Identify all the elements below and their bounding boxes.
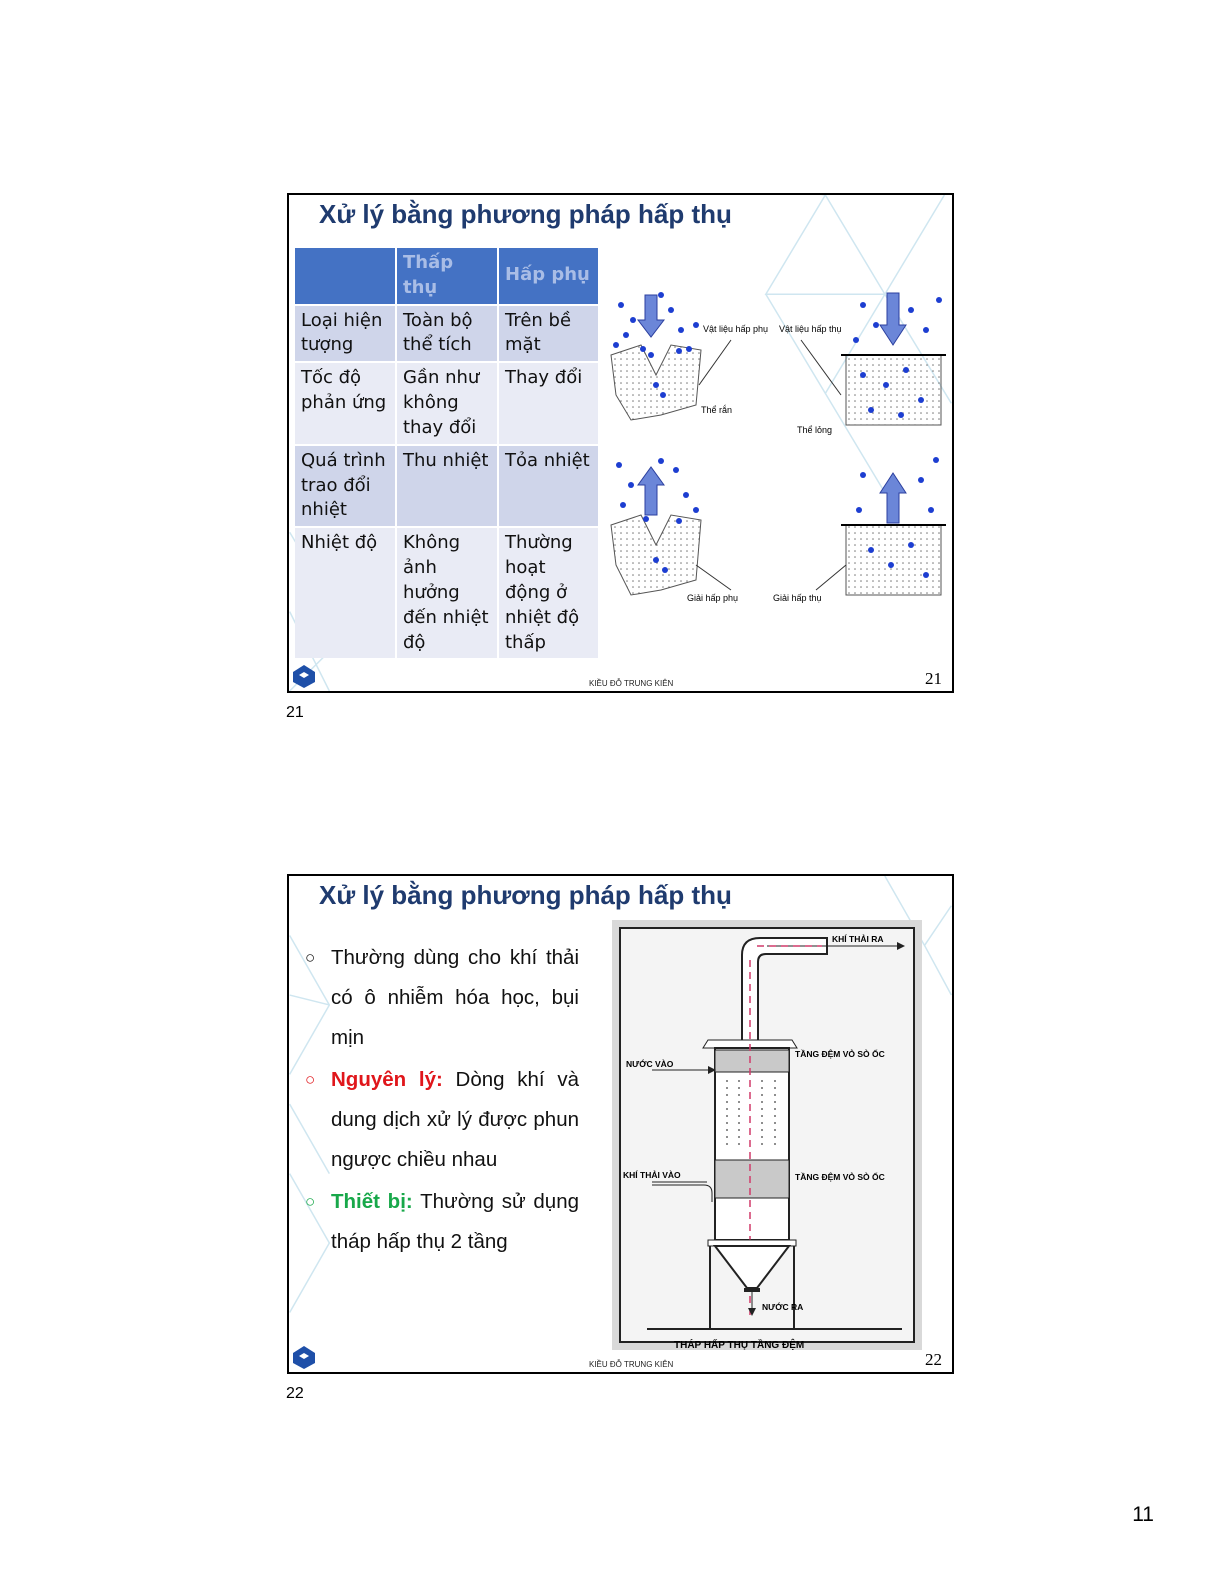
table-header-cell xyxy=(295,248,395,304)
liquid-bath-shape xyxy=(846,355,941,425)
packing-layer-top xyxy=(715,1050,789,1072)
table-row xyxy=(295,306,598,362)
label-packing-bottom: TẦNG ĐỆM VỎ SÒ ỐC xyxy=(795,1172,885,1182)
table-cell: Tỏa nhiệt xyxy=(499,446,598,526)
tower-shell xyxy=(715,1048,789,1240)
bullet-list xyxy=(305,938,579,1264)
comparison-table xyxy=(293,246,600,660)
table-cell: Trên bề mặt xyxy=(499,306,598,362)
absorption-tower-diagram xyxy=(612,920,922,1350)
footer-author: KIỀU ĐỖ TRUNG KIÊN xyxy=(589,1360,674,1369)
figure-label-liquid: Thể lỏng xyxy=(797,425,833,435)
figure-label-desorption: Giải hấp phụ xyxy=(687,593,739,603)
bullet-label: Thiết bị: xyxy=(331,1190,413,1213)
university-logo xyxy=(291,1344,317,1370)
adsorption-absorption-figure xyxy=(601,285,951,615)
down-arrow-icon xyxy=(880,293,906,345)
solid-surface-shape xyxy=(611,515,701,595)
bullet-text: Thường sử dụng tháp hấp thụ 2 tầng xyxy=(331,1190,579,1253)
list-item xyxy=(305,1060,579,1180)
label-gas-out: KHÍ THẢI RA xyxy=(832,934,884,944)
figure-label-solid: Thể rắn xyxy=(701,405,733,415)
circle-bullet-icon: ○ xyxy=(305,1192,316,1211)
table-row xyxy=(295,528,598,658)
table-cell: Gần như không thay đổi xyxy=(397,363,497,443)
slide-number: 22 xyxy=(925,1350,942,1369)
down-arrow-icon xyxy=(638,295,664,337)
up-arrow-icon xyxy=(880,473,906,523)
liquid-bath-shape xyxy=(846,525,941,595)
bullet-text: Dòng khí và dung dịch xử lý được phun ngược chiều nhau xyxy=(331,1068,580,1171)
table-cell: Loại hiện tượng xyxy=(295,306,395,362)
table-header-cell: Hấp phụ xyxy=(499,248,598,304)
table-cell: Thay đổi xyxy=(499,363,598,443)
table-header-cell: Thấp thụ xyxy=(397,248,497,304)
label-packing-top: TẦNG ĐỆM VỎ SÒ ỐC xyxy=(795,1049,885,1059)
table-cell: Không ảnh hưởng đến nhiệt độ xyxy=(397,528,497,658)
footer-author: KIỀU ĐỖ TRUNG KIÊN xyxy=(589,679,674,688)
bullet-label: Nguyên lý: xyxy=(331,1068,443,1091)
circle-bullet-icon: ○ xyxy=(305,948,316,967)
page-number: 11 xyxy=(1132,1503,1154,1526)
diagram-caption: THÁP HẤP THỤ TẦNG ĐỆM xyxy=(674,1340,805,1350)
list-item xyxy=(305,938,579,1058)
packing-layer-bottom xyxy=(715,1160,789,1198)
table-cell: Thu nhiệt xyxy=(397,446,497,526)
label-water-in: NƯỚC VÀO xyxy=(626,1059,674,1069)
bullet-text: Thường dùng cho khí thải có ô nhiễm hóa học, bụi mịn xyxy=(331,946,579,1049)
table-cell: Quá trình trao đổi nhiệt xyxy=(295,446,395,526)
slide-caption-number: 21 xyxy=(286,704,304,721)
label-water-out: NƯỚC RA xyxy=(762,1302,804,1312)
slide-21 xyxy=(287,193,954,693)
slide-title: Xử lý bằng phương pháp hấp thụ xyxy=(319,199,732,229)
label-gas-in: KHÍ THẢI VÀO xyxy=(623,1170,681,1180)
slide-title: Xử lý bằng phương pháp hấp thụ xyxy=(319,880,732,910)
circle-bullet-icon: ○ xyxy=(305,1070,316,1089)
slide-caption-number: 22 xyxy=(286,1385,304,1402)
table-cell: Thường hoạt động ở nhiệt độ thấp xyxy=(499,528,598,658)
figure-label-release: Giải hấp thụ xyxy=(773,593,822,603)
table-cell: Toàn bộ thể tích xyxy=(397,306,497,362)
slide-22 xyxy=(287,874,954,1374)
table-cell: Nhiệt độ xyxy=(295,528,395,658)
list-item xyxy=(305,1182,579,1262)
table-row xyxy=(295,446,598,526)
figure-label-adsorbent: Vật liệu hấp phụ xyxy=(703,324,769,334)
figure-label-absorbent: Vật liệu hấp thụ xyxy=(779,324,842,334)
table-cell: Tốc độ phản ứng xyxy=(295,363,395,443)
up-arrow-icon xyxy=(638,467,664,515)
slide-number: 21 xyxy=(925,669,942,688)
table-header-row xyxy=(295,248,598,304)
university-logo xyxy=(291,663,317,689)
table-row xyxy=(295,363,598,443)
